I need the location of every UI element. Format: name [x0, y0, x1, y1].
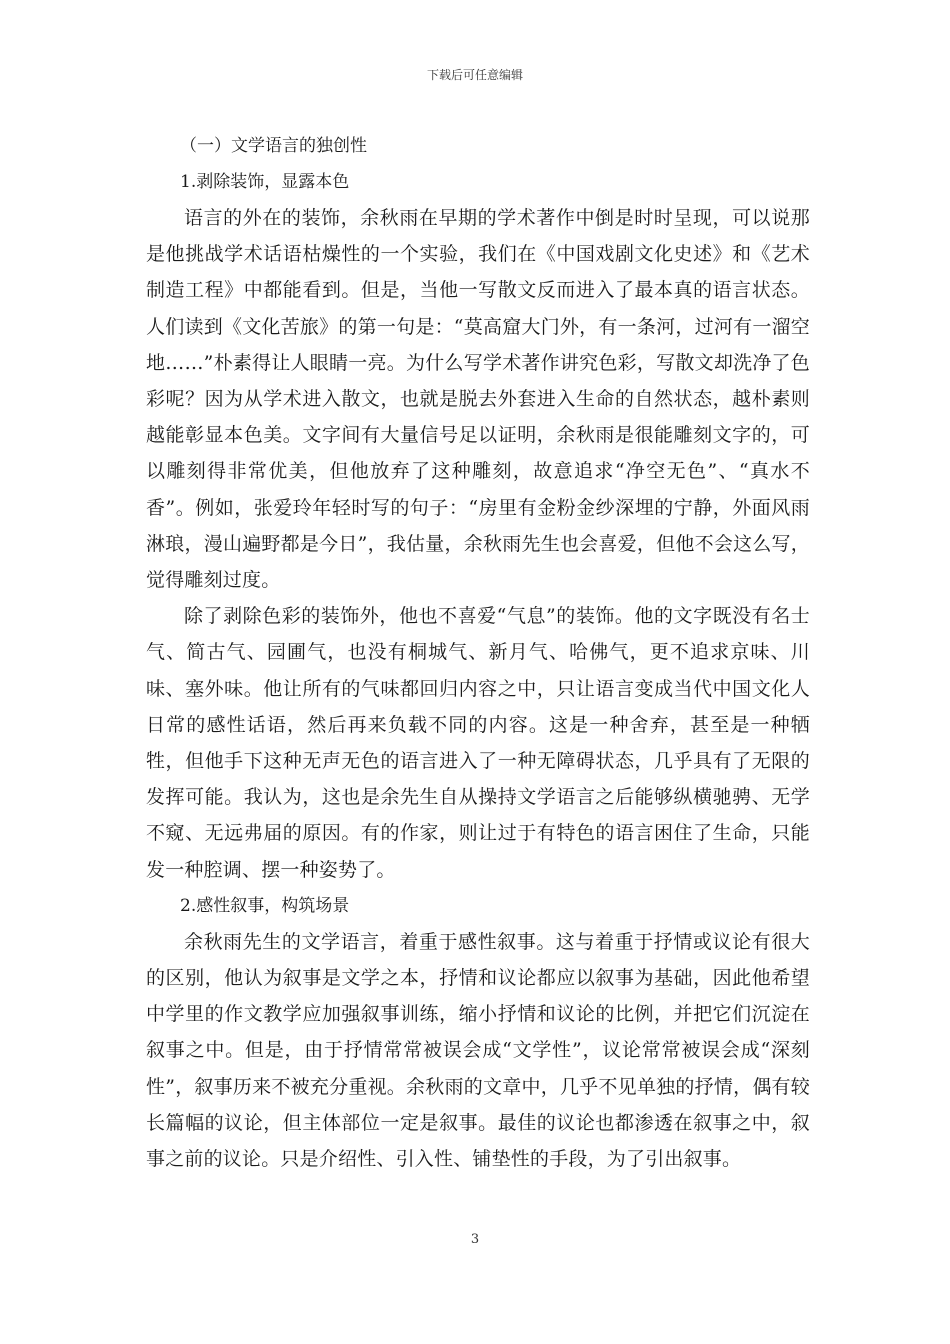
page-number: 3 [470, 1232, 480, 1247]
section-title: （一）文学语言的独创性 [180, 136, 367, 156]
paragraph-3: 余秋雨先生的文学语言，着重于感性叙事。这与着重于抒情或议论有很大的区别，他认为叙事是文学之本，抒情和议论都应以叙事为基础，因此他希望中学里的作文教学应加强叙事训练，缩小抒情和议论的比例，并把它们沉淀在叙事之中。但是，由于抒情常常被误会成“文学性”，议论常常被误会成“深刻性”，叙事历来不被充分重视。余秋雨的文章中，几乎不见单独的抒情，偶有较长篇幅的议论，但主体部位一定是叙事。最佳的议论也都渗透在叙事之中，叙事之前的议论。只是介绍性、引入性、铺垫性的手段，为了引出叙事。 [146, 930, 810, 1171]
paragraph-1: 语言的外在的装饰，余秋雨在早期的学术著作中倒是时时呈现，可以说那是他挑战学术话语枯燥性的一个实验，我们在《中国戏剧文化史述》和《艺术制造工程》中都能看到。但是，当他一写散文反而进入了最本真的语言状态。人们读到《文化苦旅》的第一句是：“莫高窟大门外，有一条河，过河有一溜空地……”朴素得让人眼睛一亮。为什么写学术著作讲究色彩，写散文却洗净了色彩呢？因为从学术进入散文，也就是脱去外套进入生命的自然状态，越朴素则越能彰显本色美。文字间有大量信号足以证明，余秋雨是很能雕刻文字的，可以雕刻得非常优美，但他放弃了这种雕刻，故意追求“净空无色”、“真水不香”。例如，张爱玲年轻时写的句子：“房里有金粉金纱深埋的宁静，外面风雨淋琅，漫山遍野都是今日”，我估量，余秋雨先生也会喜爱，但他不会这么写，觉得雕刻过度。 [146, 207, 810, 592]
paragraph-2: 除了剥除色彩的装饰外，他也不喜爱“气息”的装饰。他的文字既没有名士气、简古气、园圃气，也没有桐城气、新月气、哈佛气，更不追求京味、川味、塞外味。他让所有的气味都回归内容之中，只让语言变成当代中国文化人日常的感性话语，然后再来负载不同的内容。这是一种舍弃，甚至是一种牺牲，但他手下这种无声无色的语言进入了一种无障碍状态，几乎具有了无限的发挥可能。我认为，这也是余先生自从操持文学语言之后能够纵横驰骋、无学不窥、无远弗届的原因。有的作家，则让过于有特色的语言困住了生命，只能发一种腔调、摆一种姿势了。 [146, 605, 810, 881]
page-header: 下载后可任意编辑 [426, 68, 523, 82]
subsection-title-2: 2.感性叙事，构筑场景 [180, 895, 350, 916]
subsection-title-1: 1.剥除装饰，显露本色 [180, 172, 350, 192]
document-body [146, 128, 810, 1177]
